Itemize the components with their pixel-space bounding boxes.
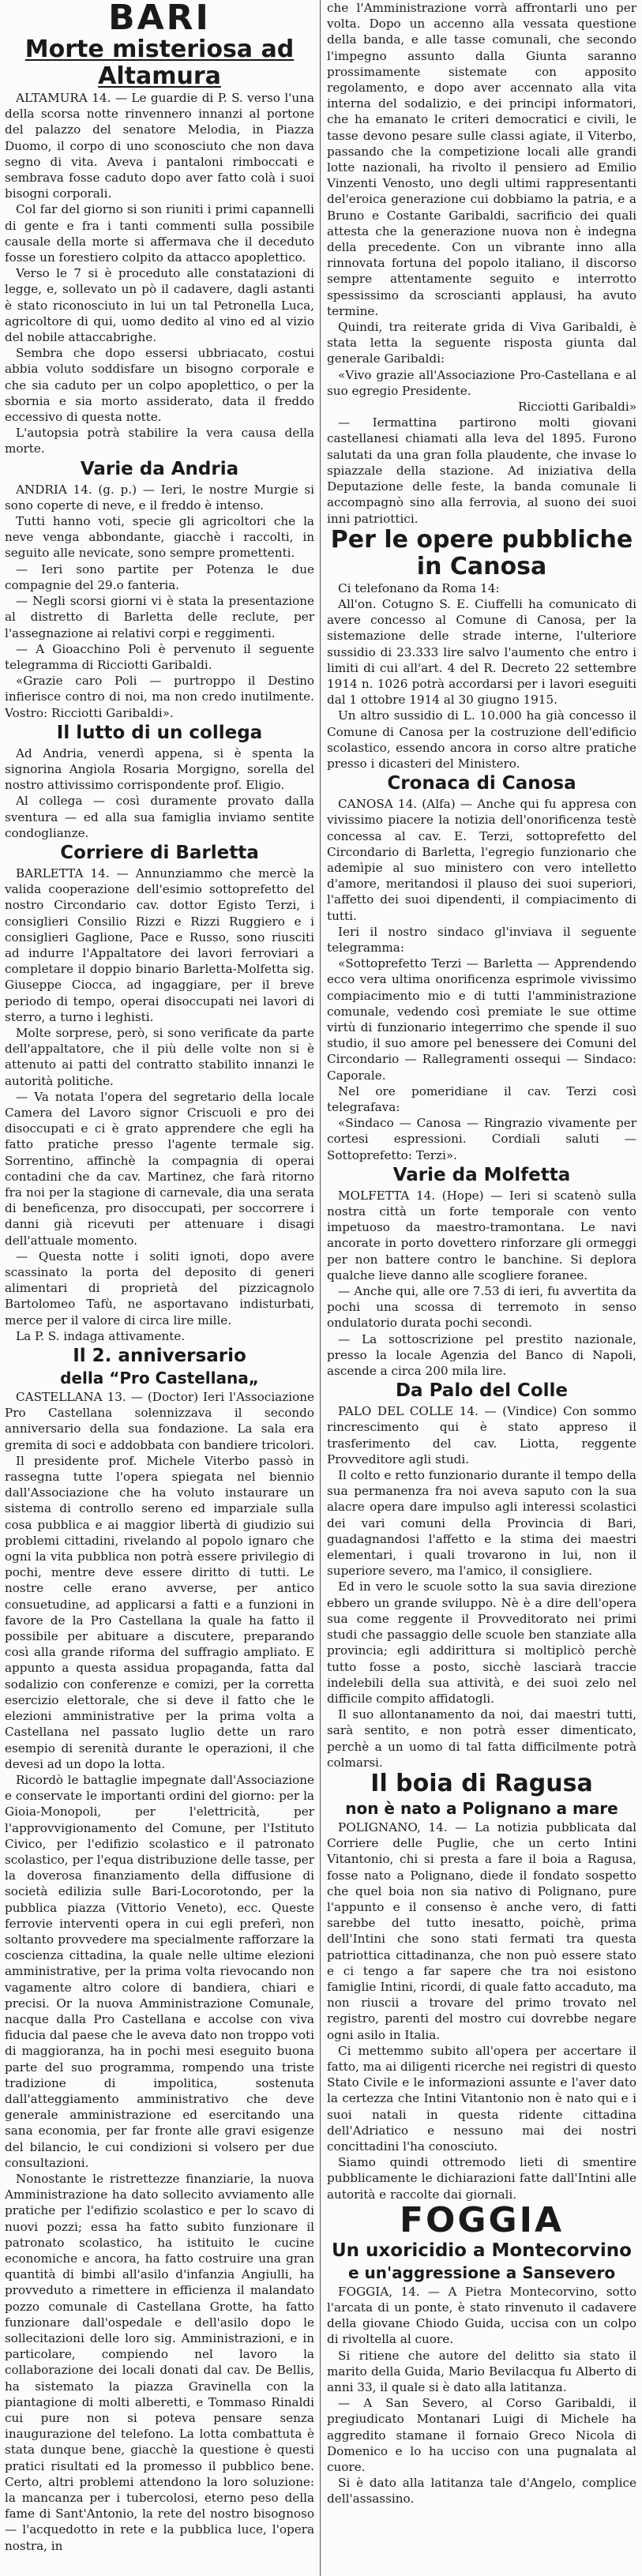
article-paragraph: — A Gioacchino Poli è pervenuto il seguente telegramma di Ricciotti Garibaldi. (5, 641, 314, 672)
subheadline-polignano: non è nato a Polignano a mare (345, 1798, 618, 1818)
article-paragraph: Al collega — così duramente provato dalla sventura — ed alla sua famiglia inviamo sentite condoglianze. (5, 794, 314, 840)
article-paragraph: Sembra che dopo essersi ubbriacato, costui abbia voluto soddisfare un bisogno corporale e che sia caduto per un colpo apoplettico, o per la sbornia e sia morto assiderato, data il freddo eccessivo di questa notte. (5, 346, 314, 425)
article-paragraph: Ci telefonano da Roma 14: (338, 580, 500, 595)
article-paragraph: — Negli scorsi giorni vi è stata la presentazione al distretto di Barletta delle reclute, per l'assegnazione ai relativi corpi e reggimenti. (5, 594, 314, 640)
article-paragraph: Verso le 7 si è proceduto alle constatazioni di legge, e, sollevato un pò il cadavere, dagli astanti è stato riconosciuto in lui un tal Petronella Luca, agricoltore di qui, uomo dedito al vino ed al vizio del nobile attaccabrighe. (5, 266, 314, 345)
left-column (5, 0, 314, 2576)
article-paragraph: All'on. Cotugno S. E. Ciuffelli ha comunicato di avere concesso al Comune di Canosa, per la sistemazione delle strade interne, l'ulteriore sussidio di 23.333 lire salvo l'aumento che entro i limiti di cui all'art. 4 del R. Decreto 22 settembre 1914 n. 1026 potrà accordarsi per i lavori eseguiti dal 1 ottobre 1914 al 30 giugno 1915. (327, 596, 636, 708)
headline-varie-andria: Varie da Andria (80, 458, 239, 479)
section-title-bari: BARI (108, 0, 211, 38)
article-paragraph: Quindi, tra reiterate grida di Viva Garibaldi, è stata letta la seguente risposta giunta dal generale Garibaldi: (327, 320, 636, 366)
headline-corriere-barletta: Corriere di Barletta (60, 842, 259, 863)
article-paragraph: Ad Andria, venerdì appena, si è spenta la signorina Angiola Rosaria Morgigno, sorella del nostro attivissimo corrispondente prof. Eligio. (5, 745, 314, 793)
article-paragraph: Ci mettemmo subito all'opera per accertare il fatto, ma ai diligenti ricerche nei registri di questo Stato Civile e le informazioni assunte e l'aver dato la certezza che Intini Vitantonio non è nato qui e i suoi natali in questa ridente cittadina dell'Adriatico e nessuno mai dei nostri concittadini l'ha conosciuto. (327, 2043, 636, 2154)
subheadline-pro-castellana: della “Pro Castellana„ (60, 1369, 259, 1388)
article-paragraph: «Vivo grazie all'Associazione Pro-Castellana e al suo egregio Presidente. (327, 367, 636, 398)
article-paragraph: — Va notata l'opera del segretario della locale Camera del Lavoro signor Criscuoli e pro dei disoccupati e ci è grato apprendere che egli ha fatto pratiche presso l'agente termale sig. Sorrentino, affinchè la compagnia di operai contadini che da cav. Martinez, che farà ritorno fra noi per la stagione di carnevale, dia una serata di beneficenza, pro disoccupati, per soccorrere i danni già ricevuti per attenuare i disagi dell'attuale momento. (5, 1089, 314, 1248)
article-paragraph: Ieri il nostro sindaco gl'inviava il seguente telegramma: (327, 924, 636, 955)
headline-palo-colle: Da Palo del Colle (395, 1380, 569, 1402)
article-paragraph: — Ieri sono partite per Potenza le due compagnie del 29.o fanteria. (5, 561, 314, 592)
headline-anniversario: Il 2. anniversario (73, 1346, 246, 1367)
article-paragraph: L'autopsia potrà stabilire la vera causa della morte. (5, 426, 314, 456)
article-paragraph: Siamo quindi ottremodo lieti di smentire pubblicamente le dichiarazioni fatte dall'Intini alle autorità e raccolte dai giornali. (327, 2155, 636, 2202)
article-paragraph: Il colto e retto funzionario durante il tempo della sua permanenza fra noi aveva saputo con la sua alacre opera dare impulso agli interessi scolastici dei vari comuni della Provincia di Bari, guadagnandosi l'affetto e la stima dei maestri elementari, i quali trovarono in lui, non il superiore severo, ma l'amico, il consigliere. (327, 1468, 636, 1579)
article-paragraph: «Grazie caro Poli — purtroppo il Destino infierisce contro di noi, ma non credo inutilmente. Vostro: Ricciotti Garibaldi». (5, 674, 314, 720)
headline-boia-ragusa: Il boia di Ragusa (370, 1769, 593, 1797)
article-paragraph: «Sottoprefetto Terzi — Barletta — Apprendendo ecco vera ultima onorificenza esprimole vivissimo compiacimento mio e di tutti l'amministrazione comunale, vedendo così premiate le sue ottime virtù di funzionario integerrimo che spende il suo studio, il suo amore pel benessere dei Comuni del Circondario — Rallegramenti ossequi — Sindaco: Caporale. (327, 956, 636, 1083)
article-paragraph: Nel ore pomeridiane il cav. Terzi così telegrafava: (327, 1083, 636, 1114)
headline-opere-canosa: Per le opere pubbliche in Canosa (330, 525, 633, 580)
headline-uxoricidio: Un uxoricidio a Montecorvino (332, 2240, 632, 2261)
headline-cronaca-canosa: Cronaca di Canosa (387, 773, 576, 794)
article-paragraph: Ed in vero le scuole sotto la sua savia direzione ebbero un grande sviluppo. Nè è a dire dell'opera sua come reggente il Provveditorato nei primi studi che passaggio delle scuole ben stanziate alla provincia; egli addirittura si moltiplicò perchè tutto fosse a posto, sicchè lasciarà traccie indelebili della sua attività, e dei suoi zelo nel difficile compito affidatogli. (327, 1579, 636, 1706)
article-paragraph: Il presidente prof. Michele Viterbo passò in rassegna tutte l'opera spiegata nel biennio dall'Associazione che ha voluto instaurare un sistema di controllo sereno ed imparziale sulla cosa pubblica e ai maggior libertà di giudizio sui problemi cittadini, rivelando al popolo ignaro che ogni la vita pubblica non potrà essere privilegio di pochi, mentre deve essere diritto di tutti. Le nostre celle erano avverse, per antico consuetudine, ad applicarsi a fatti e a funzioni in favore de la Pro Castellana la quale ha fatto il possibile per abituare a discutere, preparando così alla grande riforma del suffragio ampliato. E appunto a questa assidua propaganda, fatta dal sodalizio con conferenze e comizi, per la corretta esercizio elettorale, che si deve il fatto che le elezioni amministrative per la prima volta a Castellana nel passato luglio dette un raro esempio di serenità durante le operazioni, il che devesi ad un dopo la lotta. (5, 1453, 314, 1771)
article-paragraph: ALTAMURA 14. — Le guardie di P. S. verso l'una della scorsa notte rinvennero innanzi al portone del palazzo del senatore Melodia, in Piazza Duomo, il corpo di uno sconosciuto che non dava segno di vita. Aveva i pantaloni rimboccati e sembrava fosse caduto dopo aver fatto colà i suoi bisogni corporali. (5, 91, 314, 201)
article-paragraph: Tutti hanno voti, specie gli agricoltori che la neve venga abbondante, giacchè i raccolti, in seguito alle nevicate, sono sempre promettenti. (5, 514, 314, 561)
section-title-foggia: FOGGIA (399, 2199, 565, 2240)
signature: Ricciotti Garibaldi» (517, 400, 636, 415)
column-divider (320, 0, 321, 2576)
article-paragraph: Un altro sussidio di L. 10.000 ha già concesso il Comune di Canosa per la costruzione dell'edificio scolastico, essendo ancora in corso altre pratiche presso i dicasteri del Ministero. (327, 708, 636, 771)
article-paragraph: POLIGNANO, 14. — La notizia pubblicata dal Corriere delle Puglie, che un certo Intini Vitantonio, chi si presta a fare il boia a Ragusa, fosse nato a Polignano, diede il fondato sospetto che quel boia non sia nativo di Polignano, pure l'appunto e il consenso è anche vero, di fatti sarebbe del tutto inesatto, poichè, prima dell'Intini che sono stati fermati tra questa patriottica cittadinanza, che non può essere stato e ci tengo a far sapere che tra noi esistono famiglie Intini, ricordi, di quale fatto accaduto, ma non riuscii a trovare del primo trovato nel registro, parenti del mostro cui dovrebbe negare ogni asilo in Italia. (327, 1819, 636, 2042)
article-paragraph: «Sindaco — Canosa — Ringrazio vivamente per cortesi espressioni. Cordiali saluti — Sottoprefetto: Terzi». (327, 1116, 636, 1162)
article-paragraph: BARLETTA 14. — Annunziammo che mercè la valida cooperazione dell'esimio sottoprefetto del nostro Circondario cav. dottor Egisto Terzi, i consiglieri Consilio Rizzi e Rizzi Ruggiero e i consiglieri Gaglione, Pace e Russo, sono riusciti ad indurre l'Appaltatore dei lavori ferroviari a completare il doppio binario Barletta-Molfetta sig. Giuseppe Ciocca, ad ingaggiare, per il breve periodo di tempo, operai disoccupati nei lavori di sterro, a turno i leghisti. (5, 866, 314, 1024)
subheadline-sansevero: e un'aggressione a Sansevero (347, 2262, 616, 2282)
article-paragraph: — Questa notte i soliti ignoti, dopo avere scassinato la porta del deposito di generi alimentari di proprietà del pizzicagnolo Bartolomeo Tafù, ne asportavano indisturbati, merce per il valore di circa lire mille. (5, 1249, 314, 1327)
article-paragraph: che l'Amministrazione vorrà affrontarli uno per volta. Dopo un accenno alla vessata questione della banda, e alle tasse comunali, che secondo l'impegno assunto dalla Giunta saranno prossimamente sistemate con apposito regolamento, e dopo aver accennato alla vita interna del sodalizio, e dei principi informatori, che ha emanato le criteri democratici e civili, le tasse devono pesare sulle classi agiate, il Viterbo, passando che la competizione locali alle grandi lotte nazionali, ha rivolto il pensiero ad Emilio Vinzenti Venosto, uno degli ultimi rappresentanti del'eroica generazione cui dobbiamo la patria, e a Bruno e Costante Garibaldi, sacrificio dei quali attesta che la generazione nuova non è indegna della precedente. Con un vibrante inno alla rinnovata fortuna del popolo italiano, il discorso sempre attentamente seguito e interrotto spessissimo da scroscianti applausi, ha avuto termine. (327, 1, 636, 318)
article-paragraph: Ricordò le battaglie impegnate dall'Associazione e conservate le importanti ordini del giorno: per la Gioia-Monopoli, per l'elettricità, per l'approvvigionamento del Comune, per l'Istituto Civico, per l'edifizio scolastico e il patronato scolastico, per l'equa distribuzione delle tasse, per la doverosa finanziamento della diffusione di società edilizia sulle Bari-Locorotondo, per la pubblica piazza (Vittorio Veneto), ecc. Queste ferrovie interventi opera in cui egli preferì, non soltanto provvedere ma specialmente rafforzare la coscienza cittadina, la quale nelle ultime elezioni amministrative, per la prima volta rievocando non vagamente altro colore di bandiera, chiari e precisi. Or la nuova Amministrazione Comunale, nacque dalla Pro Castellana e accolse con viva fiducia dal paese che le aveva dato non troppo voti di maggioranza, ha in pochi mesi eseguito buona parte del suo programma, rompendo una triste tradizione di impolitica, sostenuta dall'atteggiamento amministrativo che deve generale amministrazione ed esercitando una sana economia, per far fronte alle gravi esigenze del bilancio, le cui condizioni si volsero per due consultazioni. (5, 1772, 314, 2170)
article-paragraph: Si è dato alla latitanza tale d'Angelo, complice dell'assassino. (327, 2476, 636, 2507)
article-paragraph: — A San Severo, al Corso Garibaldi, il pregiudicato Montanari Luigi di Michele ha aggredito stamane il fornaio Greco Nicola di Domenico e lo ha ucciso con una pugnalata al cuore. (327, 2396, 636, 2475)
article-paragraph: Molte sorprese, però, si sono verificate da parte dell'appaltatore, che il più delle volte non si è attenuto ai patti del contratto stabilito innanzi le autorità politiche. (5, 1025, 314, 1088)
article-paragraph: FOGGIA, 14. — A Pietra Montecorvino, sotto l'arcata di un ponte, è stato rinvenuto il cadavere della giovane Chiodo Guida, uccisa con un colpo di rivoltella al cuore. (327, 2284, 636, 2347)
headline-varie-molfetta: Varie da Molfetta (392, 1164, 571, 1185)
article-paragraph: CASTELLANA 13. — (Doctor) Ieri l'Associazione Pro Castellana solennizzava il secondo anniversario della sua fondazione. La sala era gremita di soci e addobbata con bandiere tricolori. (5, 1390, 314, 1452)
article-paragraph: Il suo allontanamento da noi, dai maestri tutti, sarà sentito, e non potrà esser dimenticato, perchè a un uomo di tal fatta difficilmente potrà colmarsi. (327, 1707, 636, 1770)
article-paragraph: Nonostante le ristrettezze finanziarie, la nuova Amministrazione ha dato sollecito avviamento alle pratiche per l'edifizio scolastico e per lo scavo di nuovi pozzi; essa ha fatto subito funzionare il patronato scolastico, ha istituito le cucine economiche e ancora, ha fatto costruire una gran quantità di bimbi all'asilo d'infanzia Angiulli, ha provveduto a rimettere in efficienza il malandato pozzo comunale di Castellana Grotte, ha fatto funzionare dall'ospedale e dell'asilo dopo le sollecitazioni delle loro sig. Amministrazioni, e in particolare, compiendo nel lavoro la collaborazione dei locali donati dal cav. De Bellis, ha sistemato la piazza Gravinella con la piantagione di molti alberetti, e Tommaso Rinaldi cui pure non si poteva pensare senza inaugurazione del telefono. La lotta combattuta è stata dunque bene, giacchè la questione è questi pratici risultati ed la promesso il pubblico bene. Certo, altri problemi attendono la loro soluzione: la mancanza per i tubercolosi, eterno peso della fame di Sant'Antonio, la rete del nostro bisognoso — l'acquedotto in rete e la pubblica luce, l'opera nostra, in (5, 2171, 314, 2553)
article-paragraph: CANOSA 14. (Alfa) — Anche qui fu appresa con vivissimo piacere la notizia dell'onorificenza testè concessa al cav. E. Terzi, sottoprefetto del Circondario di Barletta, l'egregio funzionario che ademìpie al suo ministero con vero intelletto d'amore, meritandosi il plauso dei suoi superiori, l'affetto dei suoi dipendenti, il compiacimento di tutti. (327, 797, 636, 923)
article-paragraph: Si ritiene che autore del delitto sia stato il marito della Guida, Mario Bevilacqua fu Alberto di anni 33, il quale si è dato alla latitanza. (327, 2348, 636, 2395)
article-paragraph: Col far del giorno si son riuniti i primi capannelli di gente e fra i tanti commenti sulla possibile causale della morte si affermava che il deceduto fosse un forestiero colpito da attacco apoplettico. (5, 202, 314, 265)
headline-morte-altamura: Morte misteriosa ad Altamura (24, 36, 295, 90)
article-paragraph: MOLFETTA 14. (Hope) — Ieri si scatenò sulla nostra città un forte temporale con vento impetuoso da maestro-tramontana. Le navi ancorate in porto dovettero rinforzare gli ormeggi per non battere contro le banchine. Si deplora qualche lieve danno alle scogliere foranee. (327, 1188, 636, 1282)
article-paragraph: — La sottoscrizione pel prestito nazionale, presso la locale Agenzia del Banco di Napoli, ascende a circa 200 mila lire. (327, 1331, 636, 1379)
article-paragraph: — Iermattina partirono molti giovani castellanesi chiamati alla leva del 1895. Furono salutati da una gran folla plaudente, che invase lo spiazzale della stazione. Ad iniziativa della Deputazione delle feste, la banda comunale li accompagnò sino alla ferrovia, al suono dei suoi inni patriottici. (327, 415, 636, 526)
right-column (327, 0, 636, 2576)
article-paragraph: La P. S. indaga attivamente. (16, 1328, 186, 1343)
article-paragraph: ANDRIA 14. (g. p.) — Ieri, le nostre Murgie si sono coperte di neve, e il freddo è intenso. (5, 482, 314, 513)
article-paragraph: — Anche qui, alle ore 7.53 di ieri, fu avvertita da pochi una scossa di terremoto in senso ondulatorio durata pochi secondi. (327, 1284, 636, 1331)
article-paragraph: PALO DEL COLLE 14. — (Vindice) Con sommo rincrescimento qui è stato appreso il trasferimento del cav. Liotta, reggente Provveditore agli studi. (327, 1404, 636, 1466)
headline-lutto-collega: Il lutto di un collega (56, 722, 263, 743)
